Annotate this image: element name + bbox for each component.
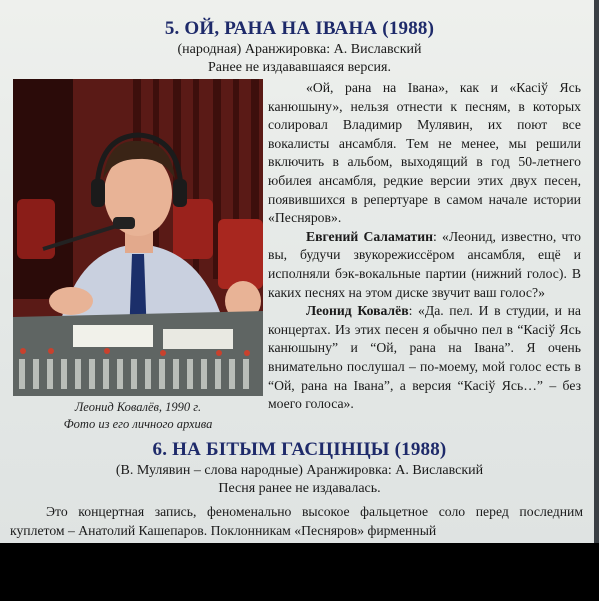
photo-leonid-kovalev: [13, 79, 263, 396]
photo-caption-line1: Леонид Ковалёв, 1990 г.: [74, 400, 202, 414]
song6-note: Песня ранее не издавалась.: [218, 481, 381, 496]
interview-answer: [268, 302, 581, 414]
intro-paragraph: «Ой, рана на Івана», как и «Касіў Ясь канюшыну», нельзя отнести к песням, в которых солировал Владимир Мулявин, их поют все вокалисты ансамбля. Тем не менее, мы решили включить в альбом, выходящий в год 50-летнего юбилея ансамбля, редкие версии этих двух песен, появившихся в репертуаре в самом начале истории «Песняров».: [268, 80, 581, 226]
song5-note: Ранее не издававшаяся версия.: [208, 60, 391, 75]
interview-question: [268, 228, 581, 302]
song5-title: 5. ОЙ, РАНА НА ІВАНА (1988): [164, 18, 435, 39]
song5-credits: (народная) Аранжировка: А. Виславский: [177, 42, 422, 57]
answer-text: : «Да. пел. И в студии, и на концертах. Из этих песен я обычно пел в “Касіў Ясь канюшыну” и “Ой, рана на Івана”. Я очень внимательно послушал – по-моему, мой голос есть в “Ой, рана на Івана”, а версия “Касіў Ясь…” – без моего голоса».: [268, 303, 581, 412]
intro-paragraph-block: [268, 79, 581, 414]
question-speaker: Евгений Саламатин: [306, 228, 434, 244]
song6-title: 6. НА БІТЫМ ГАСЦІНЦЫ (1988): [152, 439, 447, 460]
question-text: : «Леонид, известно, что вы, будучи звукорежиссёром ансамбля, ещё и исполняли бэк-вокальные партии (нижний голос). В каких песнях на этом диске звучит ваш голос?»: [268, 228, 581, 300]
photo-caption-line2: Фото из его личного архива: [63, 417, 213, 431]
answer-speaker: Леонид Ковалёв: [306, 303, 409, 319]
bottom-paragraph-block: [10, 503, 583, 540]
page-edge: [594, 0, 599, 543]
bottom-paragraph: Это концертная запись, феноменально высокое фальцетное соло перед последним куплетом – Анатолий Кашепаров. Поклонникам «Песняров» фирменный: [10, 504, 583, 538]
song6-credits: (В. Мулявин – слова народные) Аранжировка: А. Виславский: [115, 463, 484, 478]
